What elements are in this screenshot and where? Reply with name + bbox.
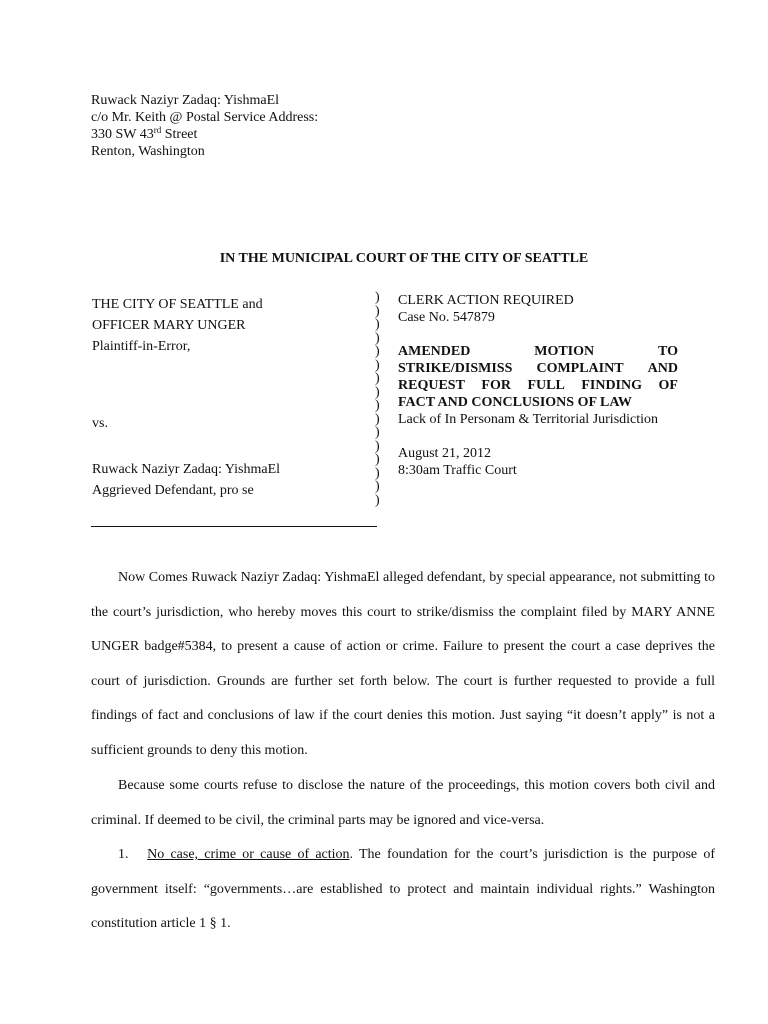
paren: )	[375, 344, 380, 359]
paren: )	[375, 438, 380, 454]
motion-title-line-1	[398, 343, 678, 360]
street-ordinal: rd	[153, 125, 162, 135]
street-suffix: Street	[161, 127, 198, 142]
motion-word: FOR	[481, 378, 511, 393]
caption-divider-line	[91, 526, 377, 527]
paren: )	[375, 357, 380, 373]
body-paragraph-2: Because some courts refuse to disclose the nature of the proceedings, this motion covers both civil and criminal. If deemed to be civil, the criminal parts may be ignored and vice-versa.	[91, 778, 715, 828]
defendant-role: Aggrieved Defendant, pro se	[92, 483, 254, 498]
sender-city: Renton, Washington	[91, 144, 205, 159]
motion-word: OF	[658, 378, 678, 393]
case-number: Case No. 547879	[398, 310, 495, 325]
paren: )	[375, 290, 380, 305]
motion-word: COMPLAINT	[536, 361, 624, 376]
motion-word: STRIKE/DISMISS	[398, 361, 513, 376]
paren: )	[375, 398, 380, 413]
item-heading: No case, crime or cause of action	[147, 847, 350, 862]
paren: )	[375, 479, 380, 494]
paren: )	[375, 317, 380, 332]
numbered-item-1	[91, 838, 715, 942]
sender-name: Ruwack Naziyr Zadaq: YishmaEl	[91, 93, 280, 108]
motion-word: FINDING	[581, 378, 642, 393]
motion-title-line-3	[398, 377, 678, 394]
paren: )	[375, 452, 380, 467]
hearing-time: 8:30am Traffic Court	[398, 463, 517, 478]
plaintiff-role: Plaintiff-in-Error,	[92, 339, 191, 354]
paren: )	[375, 371, 380, 386]
motion-word: MOTION	[534, 344, 595, 359]
plaintiff-line-2: OFFICER MARY UNGER	[92, 318, 246, 333]
paren: )	[375, 384, 380, 400]
motion-title-line-2	[398, 360, 678, 377]
sender-care-of: c/o Mr. Keith @ Postal Service Address:	[91, 110, 319, 125]
sender-address-block	[91, 92, 318, 160]
plaintiff-line-1: THE CITY OF SEATTLE and	[92, 297, 263, 312]
court-title: IN THE MUNICIPAL COURT OF THE CITY OF SEATTLE	[219, 251, 589, 266]
body-paragraph-1: Now Comes Ruwack Naziyr Zadaq: YishmaEl alleged defendant, by special appearance, not submitting to the court’s jurisdiction, who hereby moves this court to strike/dismiss the complaint filed by MARY ANNE UNGER badge#5384, to present a cause of action or crime. Failure to present the court a case deprives the court of jurisdiction. Grounds are further set forth below. The court is further requested to provide a full findings of fact and conclusions of law if the court denies this motion. Just saying “it doesn’t apply” is not a sufficient grounds to deny this motion.	[91, 570, 715, 758]
hearing-date: August 21, 2012	[398, 446, 491, 461]
clerk-action-label: CLERK ACTION REQUIRED	[398, 293, 574, 308]
versus-label: vs.	[92, 416, 108, 431]
item-number: 1.	[118, 847, 129, 862]
motion-word: TO	[658, 344, 678, 359]
motion-word: AMENDED	[398, 344, 471, 359]
paren: )	[375, 465, 380, 481]
paren: )	[375, 330, 380, 346]
case-caption-details	[398, 292, 678, 479]
caption-paren-divider	[375, 291, 380, 507]
motion-title-line-4: FACT AND CONCLUSIONS OF LAW	[398, 395, 632, 410]
defendant-name: Ruwack Naziyr Zadaq: YishmaEl	[92, 462, 281, 477]
paren: )	[375, 411, 380, 427]
case-caption-parties	[92, 294, 372, 501]
paren: )	[375, 425, 380, 440]
motion-word: FULL	[527, 378, 565, 393]
street-prefix: 330 SW 43	[91, 127, 154, 142]
motion-word: REQUEST	[398, 378, 465, 393]
item-text: . The foundation for the court’s jurisdiction is the purpose of government itself: “governments…are established to protect and maintain individual rights.” Washington constitution article 1 § 1.	[91, 847, 715, 932]
sender-street	[91, 126, 318, 143]
paren: )	[375, 303, 380, 319]
motion-subtitle: Lack of In Personam & Territorial Jurisdiction	[398, 412, 659, 427]
paren: )	[375, 492, 380, 508]
motion-word: AND	[647, 361, 678, 376]
